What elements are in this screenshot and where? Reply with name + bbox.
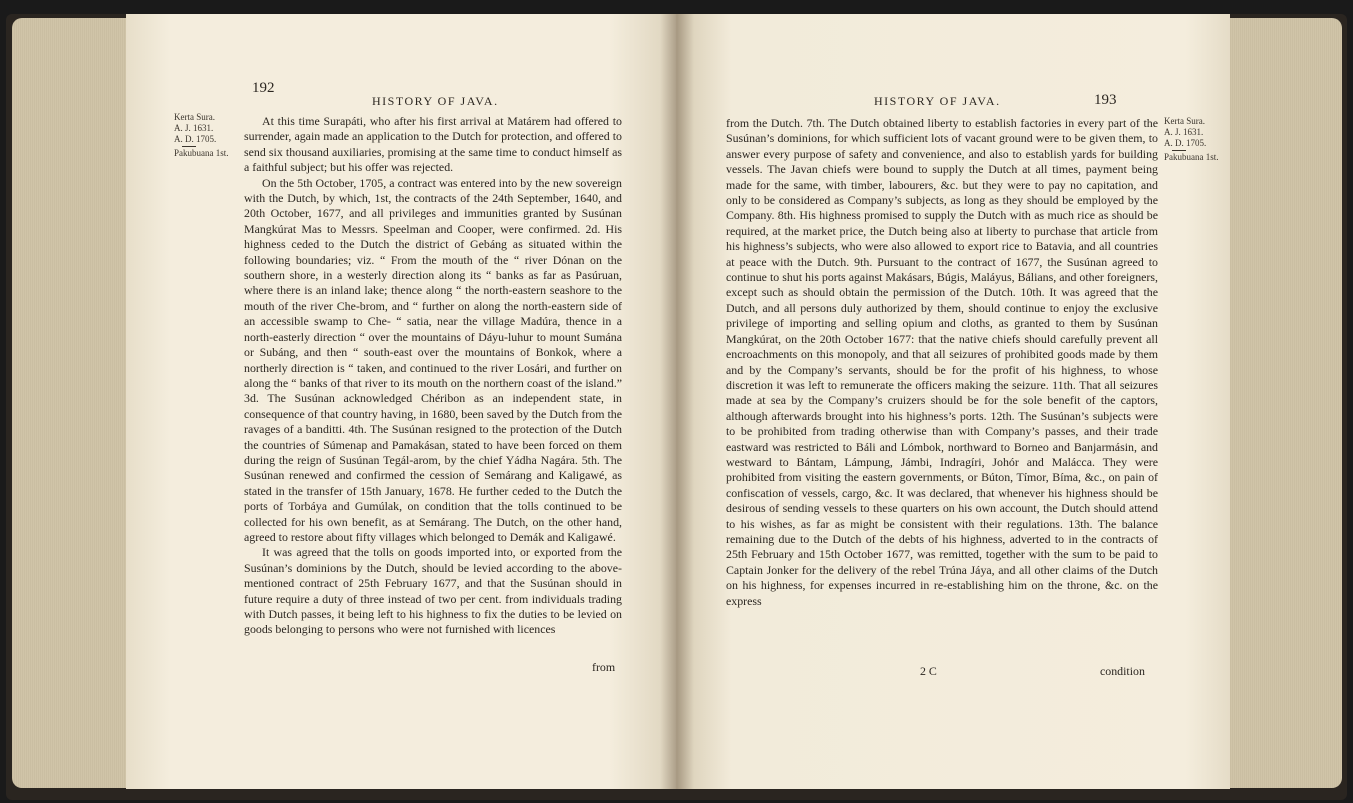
margin-note-ruler: Pakubuana 1st. bbox=[174, 148, 229, 158]
margin-note-year-ad: A. D. 1705. bbox=[1164, 138, 1207, 148]
body-text bbox=[726, 116, 1158, 609]
margin-note-year-ad: A. D. 1705. bbox=[174, 134, 217, 144]
margin-note-year-aj: A. J. 1631. bbox=[1164, 127, 1204, 137]
margin-note-era: Kerta Sura. bbox=[1164, 116, 1205, 126]
running-head: HISTORY OF JAVA. bbox=[874, 94, 1001, 108]
paragraph: from the Dutch. 7th. The Dutch obtained liberty to establish factories in every part of the Susúnan’s dominions, for which sufficient lots of vacant ground were to be given them, to answer every purpose of safety and convenience, and also to establish yards for building vessels. The Javan chiefs were bound to supply the Dutch at all times, payment being made for the same, with timber, labourers, &c. but they were to pay no capitation, and only to be considered as Company’s subjects, as long as they should be employed by the Company. 8th. His highness promised to supply the Dutch with as much rice as should be required, at the market price, the Dutch being also at liberty to purchase that article from his highness’s subjects, who were also allowed to export rice to Batavia, and all countries at peace with the Dutch. 9th. Pursuant to the contract of 1677, the Susúnan agreed to continue to shut his ports against Makásars, Búgis, Maláyus, Bálians, and other foreigners, except such as should obtain the permission of the Dutch. 10th. It was agreed that the Dutch, and all persons duly authorized by them, should continue to enjoy the exclusive privilege of importing and selling opium and cloths, as granted to them by Susúnan Mangkúrat, on the 20th October 1677: that the native chiefs should carefully prevent all encroachments on this monopoly, and that all seizures of prohibited goods made by them and by the Company’s servants, should be for the profit of his highness, to whose discretion it was left to remunerate the officers making the seizure. 11th. That all seizures made at sea by the Company’s cruizers should be for the sole benefit of the captors, although afterwards brought into his highness’s ports. 12th. The Susúnan’s subjects were to be prohibited from trading otherwise than with Company’s passes, and their trade eastward was restricted to Báli and Lómbok, northward to Borneo and Banjarmásin, and westward to Bántam, Lámpung, Jámbi, Indragíri, Johór and Malácca. They were prohibited from visiting the eastern governments, or Búton, Tímor, Bíma, &c., on pain of confiscation of vessels, cargo, &c. It was declared, that whenever his highness should be desirous of sending vessels to these quarters on his own account, the Dutch should attend to his wishes, as far as might be consistent with their regulations. 13th. The balance remaining due to the Dutch of the debts of his highness, adverted to in the contracts of 25th February and 15th October 1677, was remitted, together with the sum to be paid to Captain Jonker for the delivery of the rebel Trúna Jáya, and all other claims of the Dutch on his highness, for expenses incurred in re-establishing him on the throne, &c. on the express bbox=[726, 116, 1158, 608]
catchword: condition bbox=[1100, 664, 1145, 678]
left-page-edges bbox=[12, 18, 126, 788]
margin-note-rule bbox=[182, 146, 196, 147]
right-page bbox=[676, 14, 1230, 789]
margin-note-era: Kerta Sura. bbox=[174, 112, 215, 122]
right-page-edges bbox=[1230, 18, 1342, 788]
margin-note-ruler: Pakubuana 1st. bbox=[1164, 152, 1219, 162]
signature-mark: 2 C bbox=[920, 664, 937, 678]
left-page bbox=[126, 14, 676, 789]
catchword: from bbox=[592, 660, 616, 674]
margin-note bbox=[1164, 116, 1220, 163]
paragraph: On the 5th October, 1705, a contract was entered into by the new sovereign with the Dutch, by which, 1st, the contracts of the 24th September, 1640, and 20th October, 1677, and all privileges and immunities granted by Susúnan Mangkúrat Mas to Messrs. Speelman and Cooper, were confirmed. 2d. His highness ceded to the Dutch the district of Gebáng as situated within the following boundaries; viz. “ From the mouth of the “ river Dónan on the southern shore, in a westerly direction along its “ banks as far as Pasúruan, where there is an inland lake; thence along “ the north-eastern seashore to the mouth of the river Che-brom, and “ further on along the north-eastern side of an accessible swamp to Che- “ satia, near the village Madúra, thence in a north-easterly direction “ over the mountains of Dáyu-luhur to mount Sumána or Subáng, and then “ south-east over the mountains of Bonkok, where a northerly direction is “ taken, and continued to the river Losári, and further on along the “ banks of that river to its mouth on the northern coast of the island.” 3d. The Susúnan acknowledged Chéribon as an independent state, in consequence of that country having, in 1680, been saved by the Dutch from the ravages of a banditti. 4th. The Susúnan resigned to the protection of the Dutch the countries of Súmenap and Pamakásan, stated to have been forced on them during the reign of Susúnan Tegál-arom, by the chief Yádha Nagára. 5th. The Susúnan renewed and confirmed the cession of Semárang and Kaligawé, as stated in the transfer of 15th January, 1678. He further ceded to the Dutch the ports of Torbáya and Gumúlak, on condition that the tolls continued to be collected for his own benefit, as at Semárang. The Dutch, on the other hand, agreed to restore about fifty villages which belonged to Demák and Kaligawé. bbox=[244, 175, 622, 544]
margin-note-rule bbox=[1172, 150, 1186, 151]
page-number: 193 bbox=[1094, 92, 1117, 108]
running-head: HISTORY OF JAVA. bbox=[372, 94, 499, 108]
paragraph: It was agreed that the tolls on goods imported into, or exported from the Susúnan’s dominions by the Dutch, should be levied according to the above-mentioned contract of 25th February 1677, and that the Susúnan should in future require a duty of three instead of two per cent. from individuals trading with Dutch passes, it being left to his highness to fix the duties to be levied on goods belonging to persons who were not furnished with licences bbox=[244, 545, 622, 637]
body-text bbox=[244, 114, 622, 638]
margin-note-year-aj: A. J. 1631. bbox=[174, 123, 214, 133]
margin-note bbox=[174, 112, 230, 159]
page-number: 192 bbox=[252, 80, 275, 96]
paragraph: At this time Surapáti, who after his first arrival at Matárem had offered to surrender, again made an application to the Dutch for protection, and offered to send six thousand auxiliaries, promising at the same time to conduct himself as a faithful subject; but his offer was rejected. bbox=[244, 114, 622, 175]
